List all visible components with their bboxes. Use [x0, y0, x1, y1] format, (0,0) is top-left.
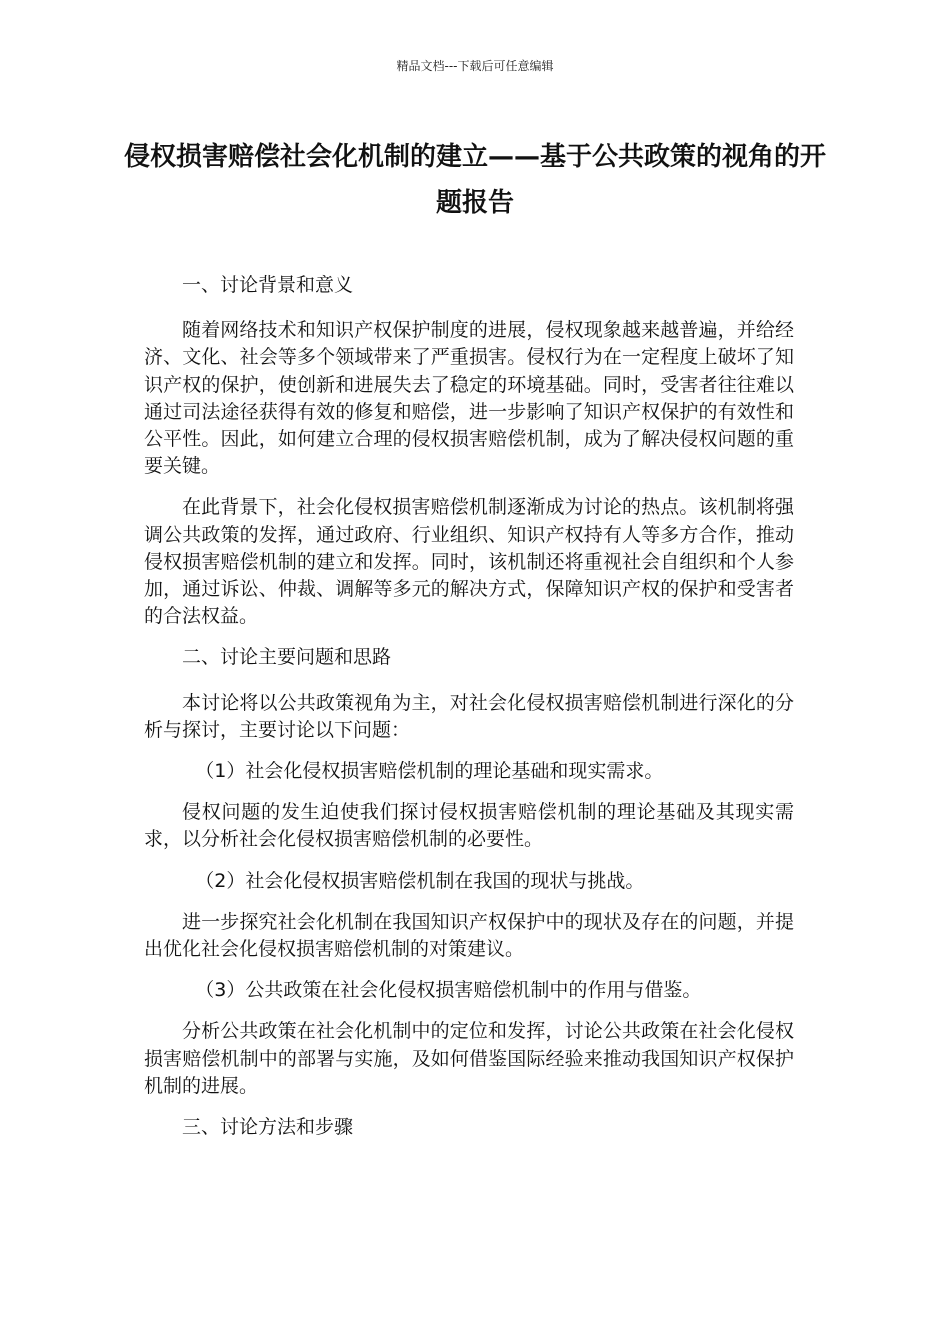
- paragraph-question-3: 分析公共政策在社会化机制中的定位和发挥，讨论公共政策在社会化侵权损害赔偿机制中的部署与实施，及如何借鉴国际经验来推动我国知识产权保护机制的进展。: [144, 1020, 794, 1097]
- document-title: 侵权损害赔偿社会化机制的建立——基于公共政策的视角的开题报告: [123, 142, 826, 218]
- paragraph-background: 随着网络技术和知识产权保护制度的进展，侵权现象越来越普遍，并给经济、文化、社会等多个领域带来了严重损害。侵权行为在一定程度上破坏了知识产权的保护，使创新和进展失去了稳定的环境基础。同时，受害者往往难以通过司法途径获得有效的修复和赔偿，进一步影响了知识产权保护的有效性和公平性。因此，如何建立合理的侵权损害赔偿机制，成为了解决侵权问题的重要关键。: [144, 319, 794, 478]
- question-item-2: （2）社会化侵权损害赔偿机制在我国的现状与挑战。: [195, 869, 645, 892]
- paragraph-context: 在此背景下，社会化侵权损害赔偿机制逐渐成为讨论的热点。该机制将强调公共政策的发挥，通过政府、行业组织、知识产权持有人等多方合作，推动侵权损害赔偿机制的建立和发挥。同时，该机制还将重视社会自组织和个人参加，通过诉讼、仲裁、调解等多元的解决方式，保障知识产权的保护和受害者的合法权益。: [144, 496, 794, 628]
- paragraph-question-2: 进一步探究社会化机制在我国知识产权保护中的现状及存在的问题，并提出优化社会化侵权损害赔偿机制的对策建议。: [144, 910, 794, 961]
- section-heading-1: 一、讨论背景和意义: [182, 274, 354, 296]
- section-heading-3: 三、讨论方法和步骤: [182, 1116, 354, 1139]
- paragraph-question-1: 侵权问题的发生迫使我们探讨侵权损害赔偿机制的理论基础及其现实需求，以分析社会化侵权损害赔偿机制的必要性。: [144, 801, 794, 851]
- document-body: [144, 272, 794, 1159]
- question-item-3: （3）公共政策在社会化侵权损害赔偿机制中的作用与借鉴。: [195, 979, 702, 1002]
- page-header-note: 精品文档---下载后可任意编辑: [396, 59, 554, 73]
- section-heading-2: 二、讨论主要问题和思路: [182, 646, 392, 669]
- question-item-1: （1）社会化侵权损害赔偿机制的理论基础和现实需求。: [195, 760, 664, 783]
- paragraph-research-intro: 本讨论将以公共政策视角为主，对社会化侵权损害赔偿机制进行深化的分析与探讨，主要讨论以下问题：: [144, 691, 794, 741]
